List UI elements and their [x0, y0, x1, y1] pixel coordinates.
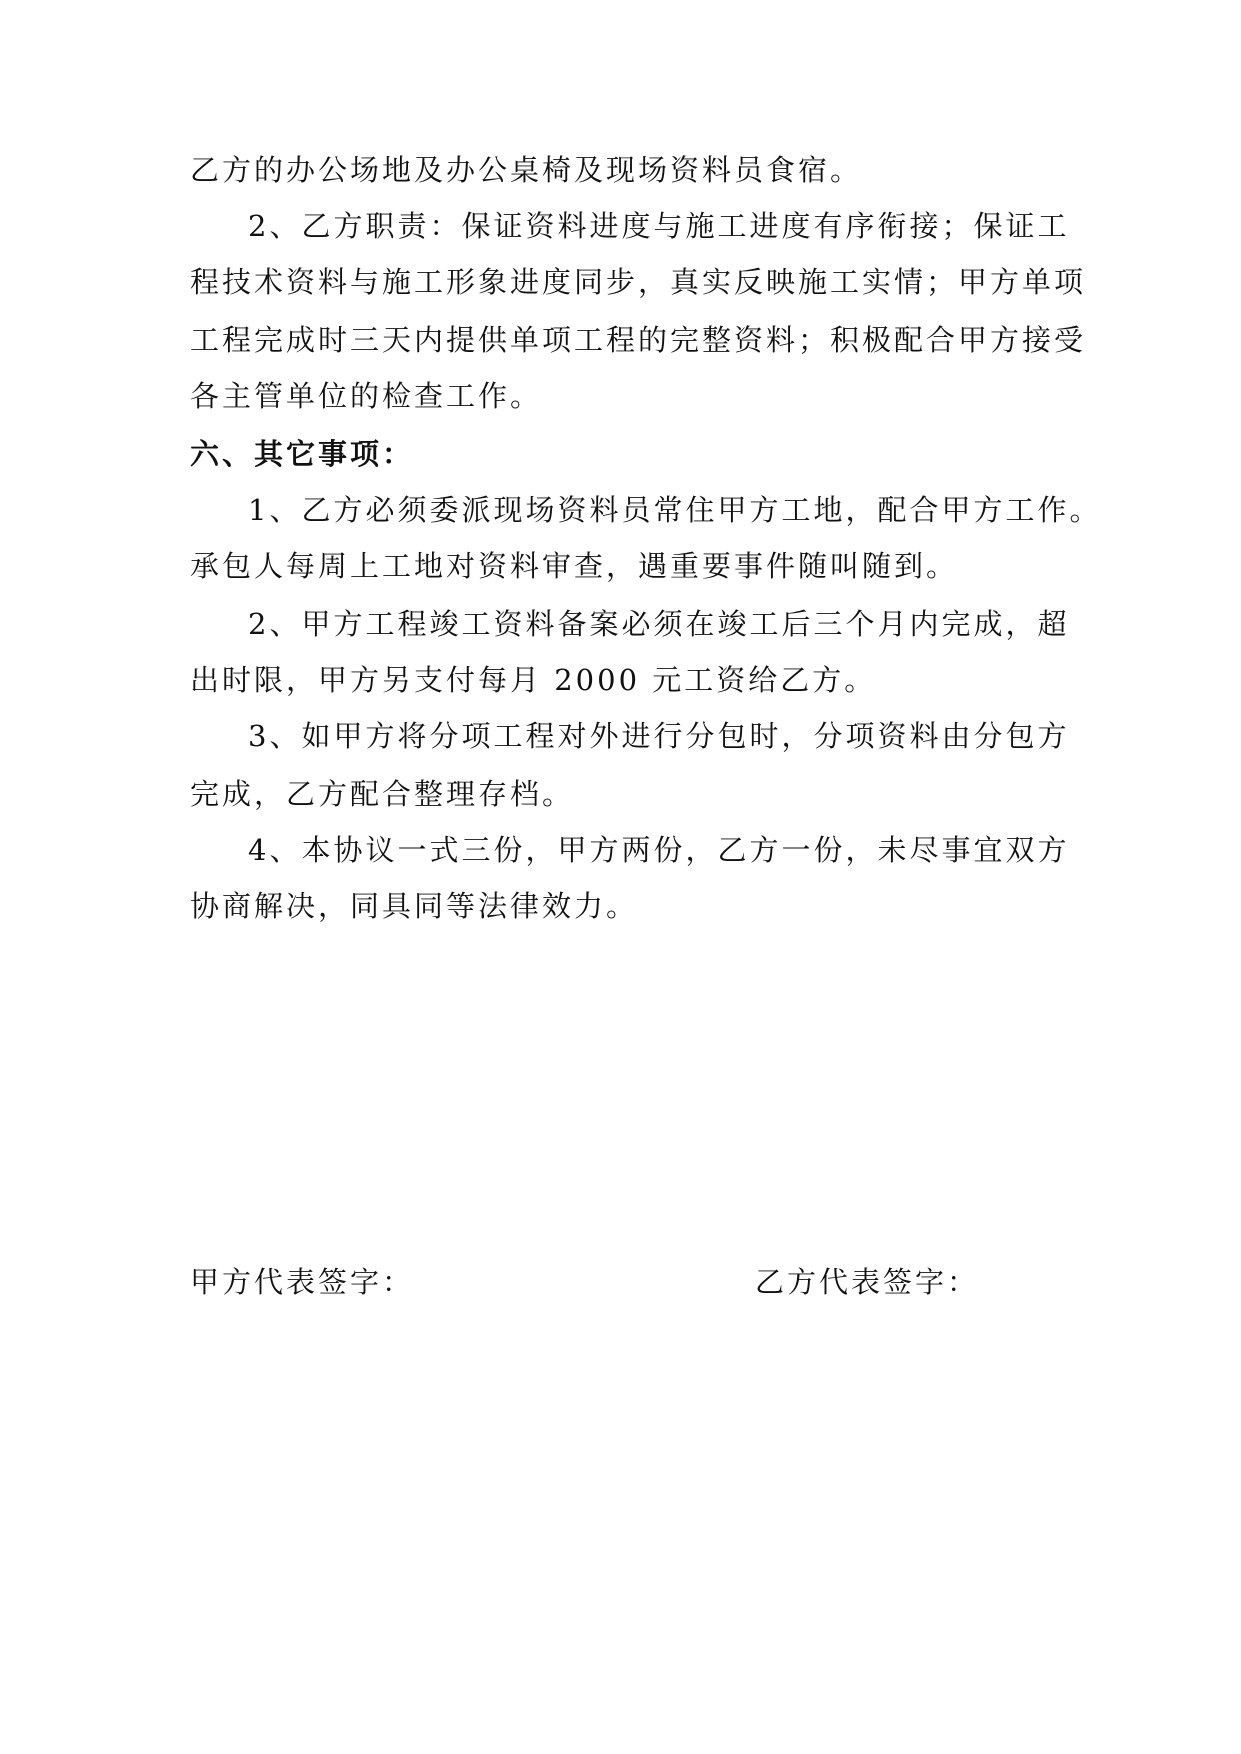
line-text: 4、本协议一式三份，甲方两份，乙方一份，未尽事宜双方	[248, 833, 1070, 867]
line-text: 出时限，甲方另支付每月 2000 元工资给乙方。	[190, 663, 877, 697]
line-text: 2、乙方职责：保证资料进度与施工进度有序衔接；保证工	[248, 209, 1070, 243]
text-line	[190, 320, 1087, 360]
text-line	[190, 886, 638, 926]
signature-label-text: 乙方代表签字：	[755, 1265, 980, 1299]
section-heading	[190, 434, 414, 474]
line-text: 乙方的办公场地及办公桌椅及现场资料员食宿。	[190, 153, 863, 187]
text-line	[248, 830, 1070, 870]
signature-label-text: 甲方代表签字：	[190, 1265, 415, 1299]
line-text: 协商解决，同具同等法律效力。	[190, 889, 639, 923]
line-text: 2、甲方工程竣工资料备案必须在竣工后三个月内完成，超	[248, 607, 1070, 641]
text-line	[248, 206, 1070, 246]
party-b-signature-label	[755, 1262, 979, 1302]
line-text: 1、乙方必须委派现场资料员常住甲方工地，配合甲方工作。	[248, 493, 1102, 527]
heading-text: 六、其它事项：	[190, 437, 415, 471]
line-text: 承包人每周上工地对资料审查，遇重要事件随叫随到。	[190, 549, 959, 583]
text-line	[190, 546, 958, 586]
line-text: 程技术资料与施工形象进度同步，真实反映施工实情；甲方单项	[190, 265, 1087, 299]
text-line	[248, 604, 1070, 644]
line-text: 工程完成时三天内提供单项工程的完整资料；积极配合甲方接受	[190, 323, 1087, 357]
line-text: 3、如甲方将分项工程对外进行分包时，分项资料由分包方	[248, 719, 1070, 753]
text-line	[190, 660, 876, 700]
text-line	[248, 490, 1102, 530]
line-text: 完成，乙方配合整理存档。	[190, 777, 575, 811]
party-a-signature-label	[190, 1262, 414, 1302]
text-line	[190, 150, 862, 190]
text-line	[248, 716, 1070, 756]
text-line	[190, 376, 542, 416]
line-text: 各主管单位的检查工作。	[190, 379, 543, 413]
text-line	[190, 262, 1087, 302]
text-line	[190, 774, 574, 814]
